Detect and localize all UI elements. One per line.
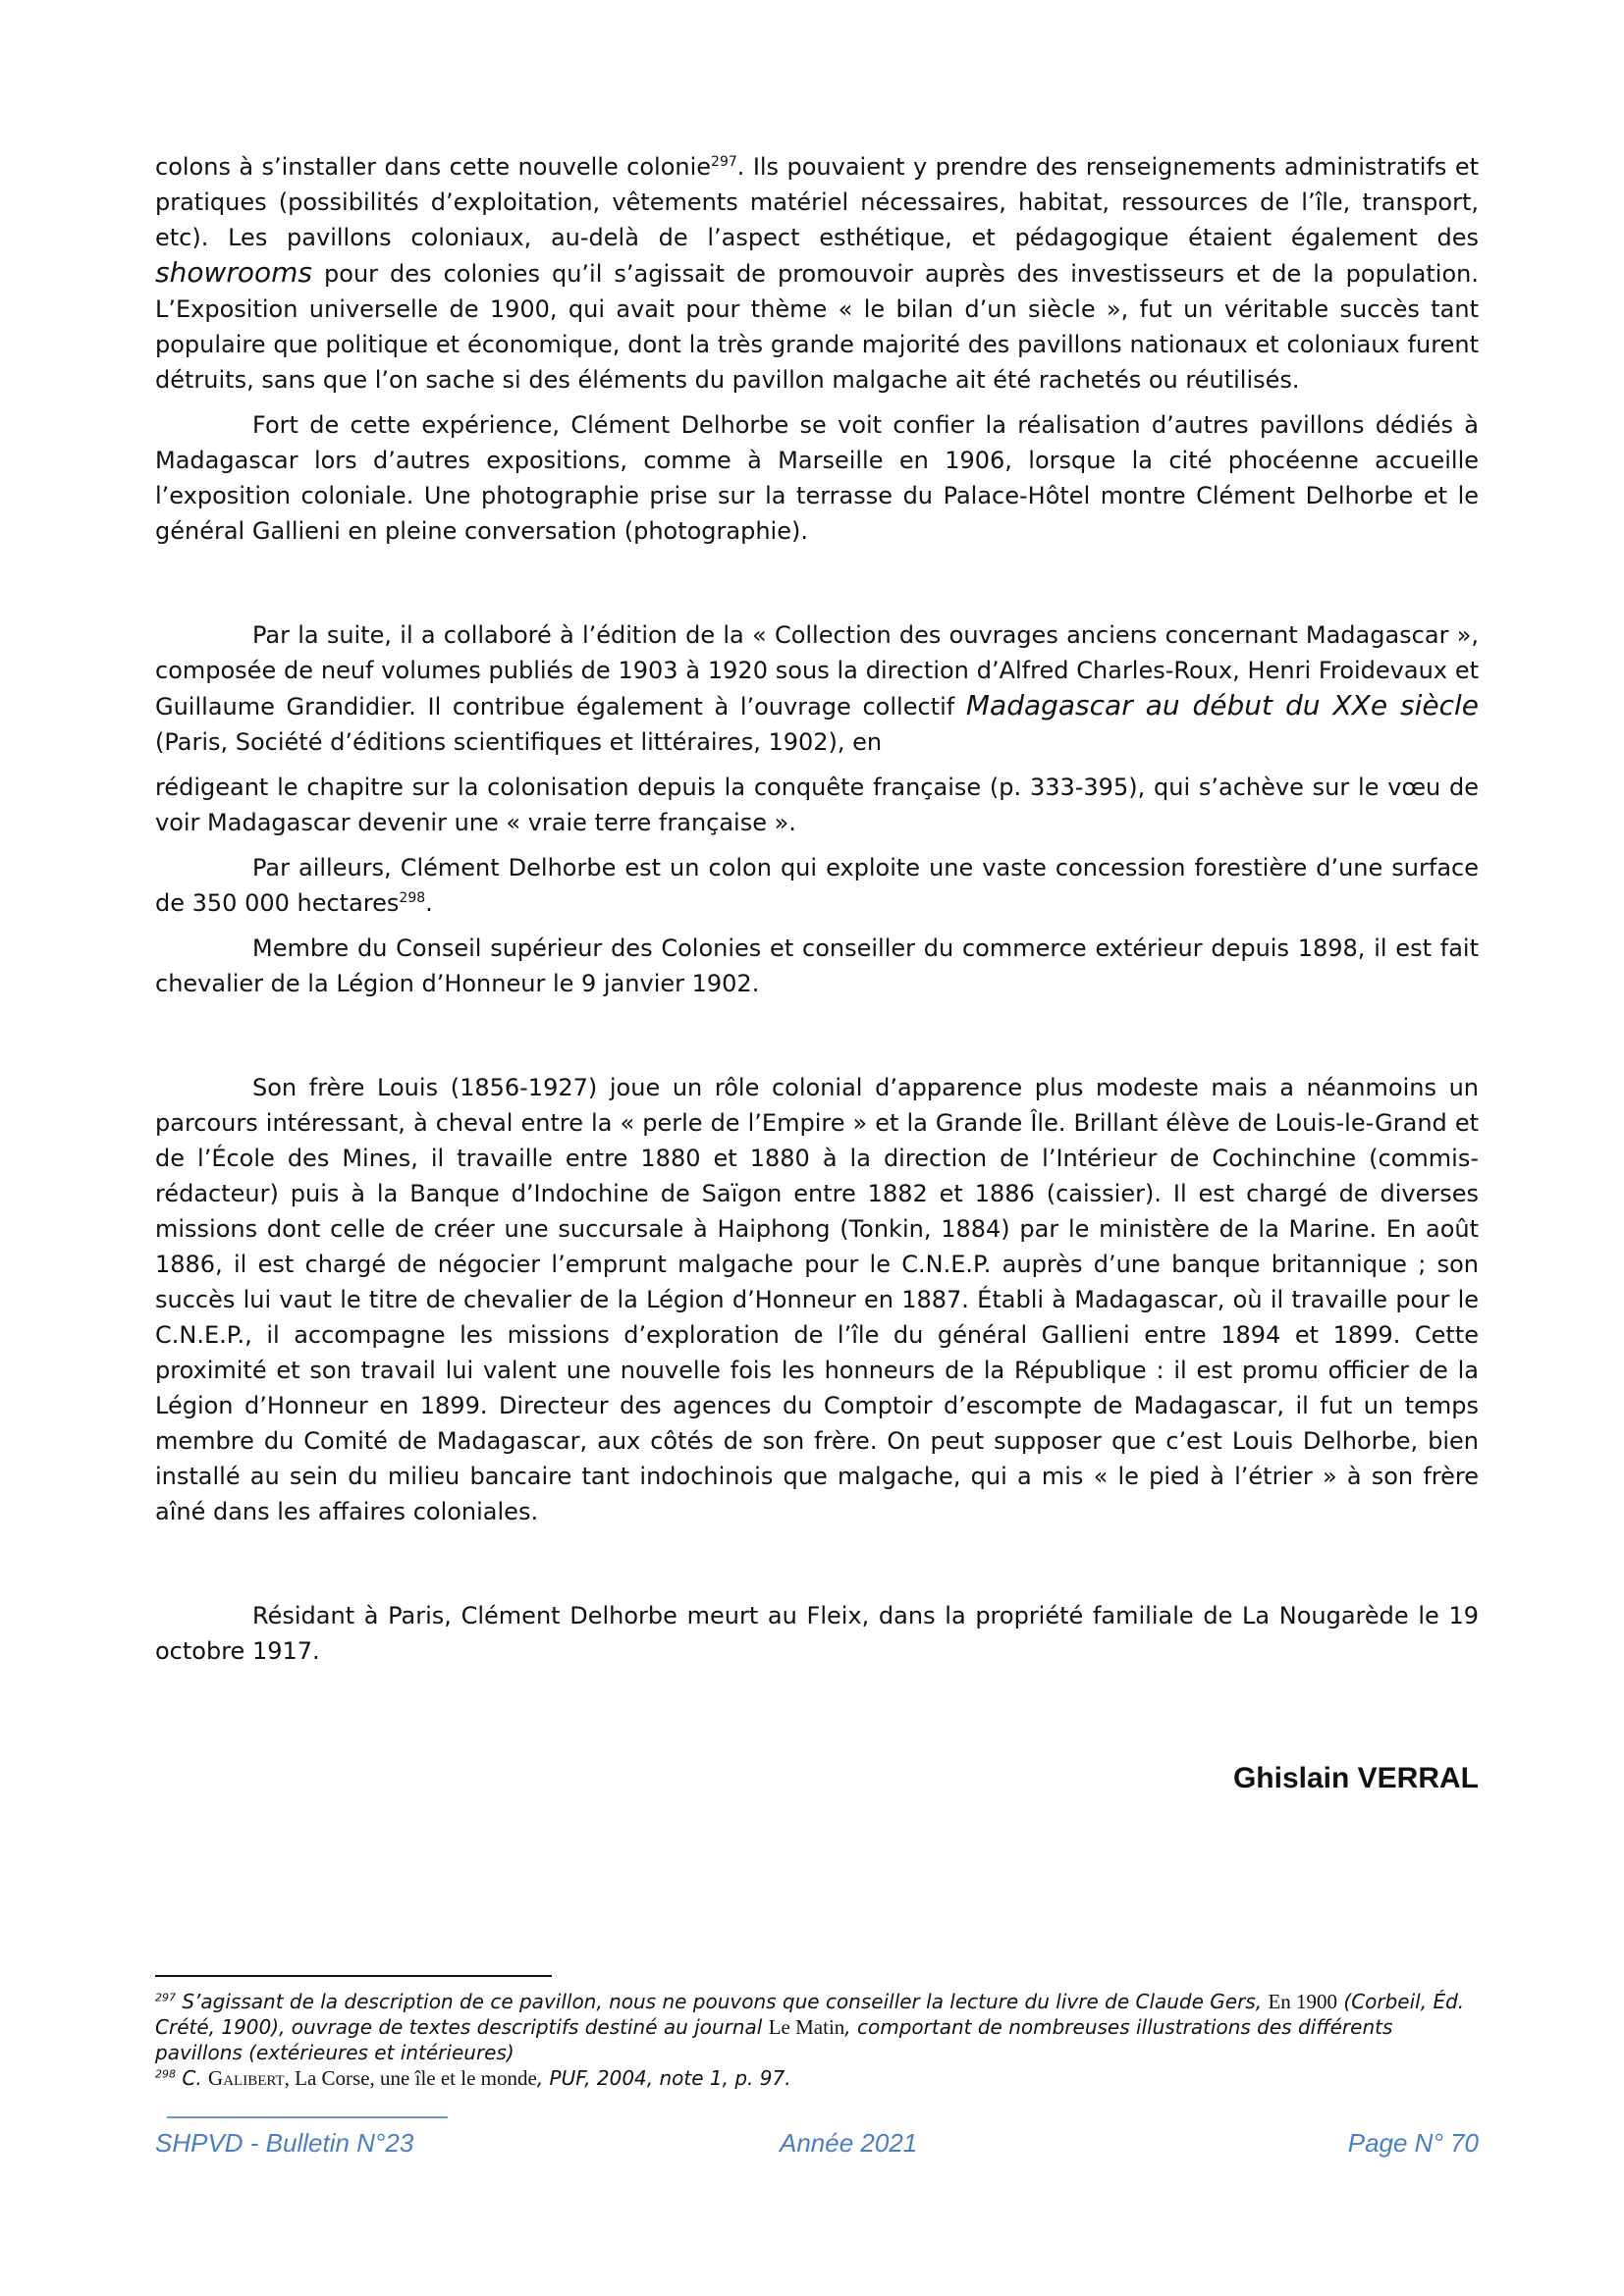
text: (Corbeil, Éd. Crété, 1900), ouvrage de textes descriptifs destiné au journal bbox=[155, 1990, 1465, 2039]
text: C. bbox=[176, 2066, 209, 2090]
book-title: , La Corse, une île et le monde bbox=[284, 2066, 537, 2090]
footnote-297 bbox=[155, 1989, 1471, 2065]
paragraph-6: Membre du Conseil supérieur des Colonies et conseiller du commerce extérieur depuis 1898, il est fait chevalier de la Légion d’Honneur le 9 janvier 1902. bbox=[155, 934, 1479, 997]
text: , PUF, 2004, note 1, p. 97. bbox=[536, 2066, 791, 2090]
journal-title: Le Matin bbox=[768, 2015, 845, 2039]
text: pour des colonies qu’il s’agissait de promouvoir auprès des investisseurs et de la population. L’Exposition universelle de 1900, qui avait pour thème « le bilan d’un siècle », fut un véritable succès tant populaire que politique et économique, dont la très grande majorité des pavillons nationaux et coloniaux furent détruits, sans que l’on sache si des éléments du pavillon malgache ait été rachetés ou réutilisés. bbox=[155, 260, 1479, 394]
page-footer bbox=[155, 2128, 1479, 2167]
book-title: En 1900 bbox=[1268, 1990, 1338, 2013]
text: Par ailleurs, Clément Delhorbe est un colon qui exploite une vaste concession forestière d’une surface de 350 000 hectares bbox=[155, 854, 1479, 917]
paragraph-1 bbox=[155, 149, 1479, 398]
footer-page-number: Page N° 70 bbox=[1347, 2128, 1479, 2158]
footnote-separator bbox=[155, 1975, 552, 1977]
emphasis-showrooms: showrooms bbox=[155, 256, 313, 289]
footnote-number: 298 bbox=[155, 2067, 176, 2081]
text: Par la suite, il a collaboré à l’édition de la « Collection des ouvrages anciens concernant Madagascar », composée de neuf volumes publiés de 1903 à 1920 sous la direction d’Alfred Charles-Roux, Henri Froidevaux et Guillaume Grandidier. Il contribue également à l’ouvrage collectif bbox=[155, 621, 1479, 721]
footnote-ref-298: 298 bbox=[399, 890, 426, 906]
footnote-298 bbox=[155, 2065, 1471, 2091]
paragraph-8: Résidant à Paris, Clément Delhorbe meurt au Fleix, dans la propriété familiale de La Nougarède le 19 octobre 1917. bbox=[155, 1602, 1479, 1665]
author-name: Galibert bbox=[208, 2066, 285, 2090]
footer-separator bbox=[167, 2116, 448, 2118]
footnote-number: 297 bbox=[155, 1991, 176, 2004]
paragraph-7: Son frère Louis (1856-1927) joue un rôle colonial d’apparence plus modeste mais a néanmoins un parcours intéressant, à cheval entre la « perle de l’Empire » et la Grande Île. Brillant élève de Louis-le-Grand et de l’École des Mines, il travaille entre 1880 et 1880 à la direction de l’Intérieur de Cochinchine (commis-rédacteur) puis à la Banque d’Indochine de Saïgon entre 1882 et 1886 (caissier). Il est chargé de diverses missions dont celle de créer une succursale à Haiphong (Tonkin, 1884) par le ministère de la Marine. En août 1886, il est chargé de négocier l’emprunt malgache pour le C.N.E.P. auprès d’une banque britannique ; son succès lui vaut le titre de chevalier de la Légion d’Honneur en 1887. Établi à Madagascar, où il travaille pour le C.N.E.P., il accompagne les missions d’exploration de l’île du général Gallieni entre 1894 et 1899. Cette proximité et son travail lui valent une nouvelle fois les honneurs de la République : il est promu officier de la Légion d’Honneur en 1899. Directeur des agences du Comptoir d’escompte de Madagascar, il fut un temps membre du Comité de Madagascar, aux côtés de son frère. On peut supposer que c’est Louis Delhorbe, bien installé au sein du milieu bancaire tant indochinois que malgache, qui a mis « le pied à l’étrier » à son frère aîné dans les affaires coloniales. bbox=[155, 1074, 1479, 1525]
author-signature: Ghislain VERRAL bbox=[1232, 1762, 1479, 1794]
text: colons à s’installer dans cette nouvelle colonie bbox=[155, 153, 712, 181]
text: . bbox=[425, 889, 433, 917]
text: S’agissant de la description de ce pavillon, nous ne pouvons que conseiller la lecture du livre de Claude Gers, bbox=[176, 1990, 1269, 2013]
paragraph-5 bbox=[155, 850, 1479, 921]
paragraph-3 bbox=[155, 617, 1479, 760]
text: , comportant de nombreuses illustrations des différents pavillons (extérieures et intérieures) bbox=[155, 2015, 1393, 2064]
footer-bulletin: SHPVD - Bulletin N°23 bbox=[155, 2128, 414, 2158]
text: (Paris, Société d’éditions scientifiques et littéraires, 1902), en bbox=[155, 728, 883, 756]
paragraph-4: rédigeant le chapitre sur la colonisation depuis la conquête française (p. 333-395), qui s’achève sur le vœu de voir Madagascar devenir une « vraie terre française ». bbox=[155, 774, 1479, 836]
footnote-ref-297: 297 bbox=[711, 154, 737, 170]
paragraph-2: Fort de cette expérience, Clément Delhorbe se voit confier la réalisation d’autres pavillons dédiés à Madagascar lors d’autres expositions, comme à Marseille en 1906, lorsque la cité phocéenne accueille l’exposition coloniale. Une photographie prise sur la terrasse du Palace-Hôtel montre Clément Delhorbe et le général Gallieni en pleine conversation (photographie). bbox=[155, 411, 1479, 545]
footnotes bbox=[155, 1989, 1471, 2091]
book-title: Madagascar au début du XXe siècle bbox=[965, 689, 1479, 721]
footer-year: Année 2021 bbox=[780, 2128, 918, 2158]
article-body bbox=[155, 149, 1479, 1669]
text: . Ils pouvaient y prendre des renseignements administratifs et pratiques (possibilités d’exploitation, vêtements matériel nécessaires, habitat, ressources de l’île, transport, etc). Les pavillons coloniaux, au-delà de l’aspect esthétique, et pédagogique étaient également des bbox=[155, 153, 1479, 251]
